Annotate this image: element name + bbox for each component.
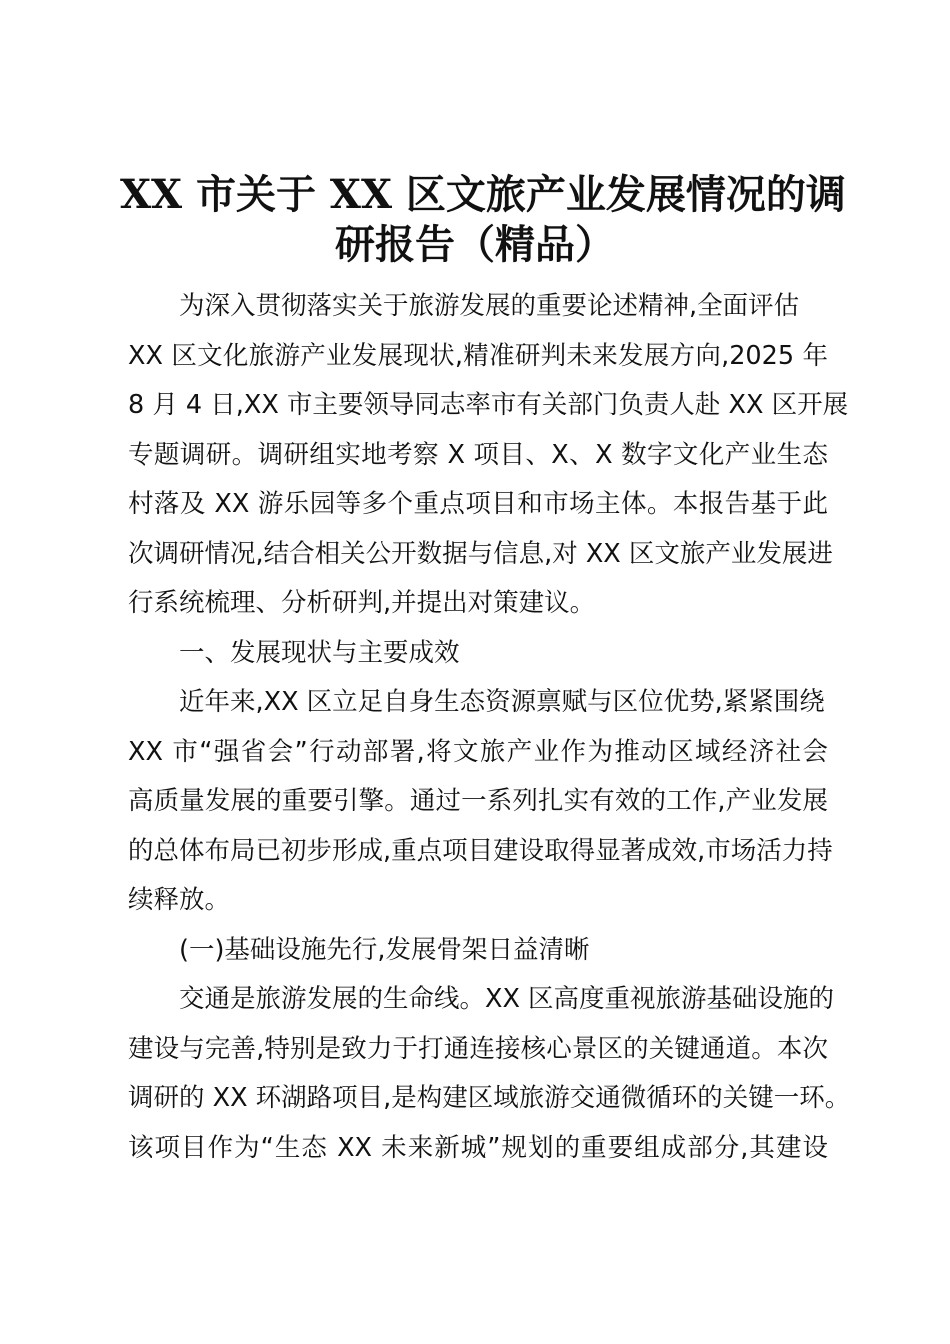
paragraph-line: 建设与完善,特别是致力于打通连接核心景区的关键通道。本次 <box>128 1033 828 1064</box>
title-line-1: XX 市关于 XX 区文旅产业发展情况的调 <box>120 171 846 218</box>
paragraph-line: XX 区文化旅游产业发展现状,精准研判未来发展方向,2025 年 <box>128 340 828 371</box>
paragraph-line: 高质量发展的重要引擎。通过一系列扎实有效的工作,产业发展 <box>128 786 828 816</box>
paragraph-line: 为深入贯彻落实关于旅游发展的重要论述精神,全面评估 <box>179 291 800 321</box>
paragraph-line: 该项目作为“生态 XX 未来新城”规划的重要组成部分,其建设 <box>128 1132 828 1163</box>
paragraph-line: 村落及 XX 游乐园等多个重点项目和市场主体。本报告基于此 <box>128 489 828 519</box>
paragraph-line: 调研的 XX 环湖路项目,是构建区域旅游交通微循环的关键一环。 <box>128 1083 851 1113</box>
paragraph-line: 专题调研。调研组实地考察 X 项目、X、X 数字文化产业生态 <box>128 439 828 470</box>
paragraph-line: 续释放。 <box>128 885 231 915</box>
document-body <box>128 282 851 1173</box>
paragraph-line: 交通是旅游发展的生命线。XX 区高度重视旅游基础设施的 <box>179 984 835 1014</box>
paragraph-line: 近年来,XX 区立足自身生态资源禀赋与区位优势,紧紧围绕 <box>179 687 825 717</box>
section-heading: 一、发展现状与主要成效 <box>179 637 460 668</box>
document-title <box>120 170 846 270</box>
paragraph-line: XX 市“强省会”行动部署,将文旅产业作为推动区域经济社会 <box>128 736 828 767</box>
paragraph-line: 次调研情况,结合相关公开数据与信息,对 XX 区文旅产业发展进 <box>128 538 833 569</box>
paragraph-line: 的总体布局已初步形成,重点项目建设取得显著成效,市场活力持 <box>128 835 833 866</box>
title-line-2: 研报告（精品） <box>335 221 615 268</box>
paragraph-line: 8 月 4 日,XX 市主要领导同志率市有关部门负责人赴 XX 区开展 <box>128 390 849 420</box>
subsection-heading: (一)基础设施先行,发展骨架日益清晰 <box>179 934 590 965</box>
paragraph-line: 行系统梳理、分析研判,并提出对策建议。 <box>128 588 596 618</box>
